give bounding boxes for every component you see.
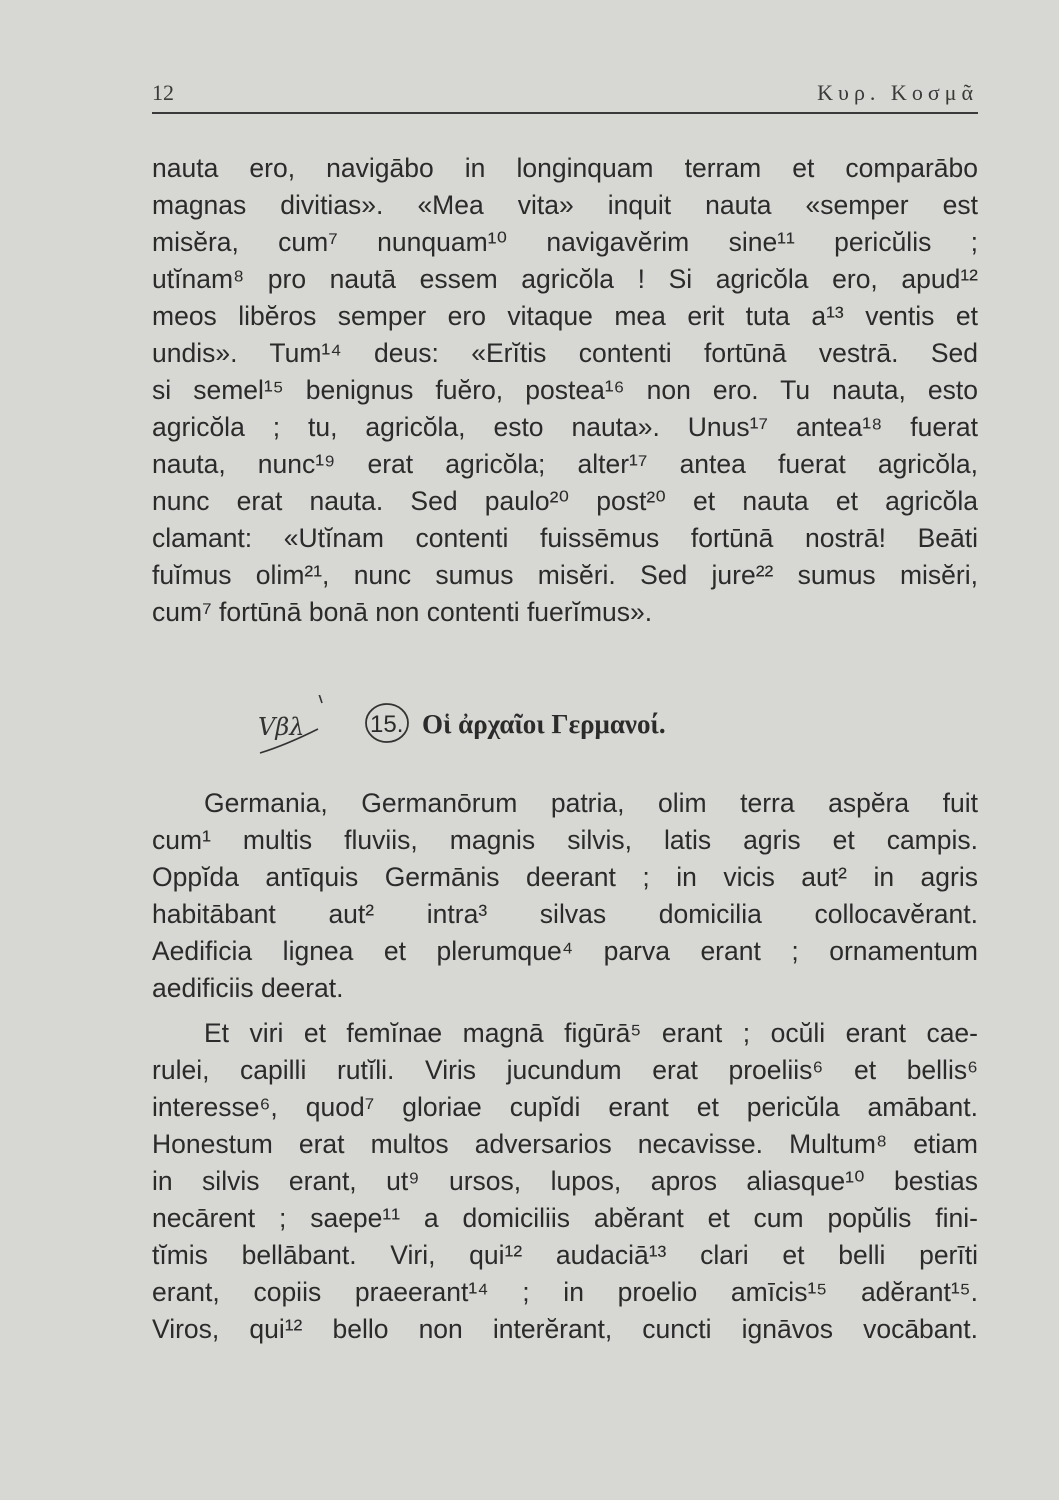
lesson-heading	[256, 695, 856, 755]
text-line: interesse⁶, quod⁷ gloriae cupĭdi erant et pericŭla amābant.	[152, 1092, 978, 1122]
text-line: fuĭmus olim²¹, nunc sumus misĕri. Sed jure²² sumus misĕri,	[152, 560, 978, 590]
page-header	[152, 80, 978, 108]
passage-2	[152, 785, 978, 1007]
text-line: tĭmis bellābant. Viri, qui¹² audaciā¹³ clari et belli perīti	[152, 1240, 978, 1270]
text-line: Aedificia lignea et plerumque⁴ parva erant ; ornamentum	[152, 936, 978, 966]
text-line: nauta, nunc¹⁹ erat agricŏla; alter¹⁷ antea fuerat agricŏla,	[152, 449, 978, 479]
text-line: erant, copiis praeerant¹⁴ ; in proelio amīcis¹⁵ adĕrant¹⁵.	[152, 1277, 978, 1307]
lesson-title: Οἱ ἀρχαῖοι Γερμανοί.	[422, 709, 666, 739]
text-line: utĭnam⁸ pro nautā essem agricŏla ! Si agricŏla ero, apud¹²	[152, 264, 978, 294]
annotation-text: Vβλ	[258, 713, 305, 741]
text-line: Germania, Germanōrum patria, olim terra aspĕra fuit	[204, 788, 978, 818]
lesson-number: 15.	[370, 711, 404, 738]
page-number: 12	[152, 80, 174, 105]
text-line: meos libĕros semper ero vitaque mea erit tuta a¹³ ventis et	[152, 301, 978, 331]
text-line: undis». Tum¹⁴ deus: «Erĭtis contenti fortūnā vestrā. Sed	[152, 338, 978, 368]
text-line: Oppĭda antīquis Germānis deerant ; in vicis aut² in agris	[152, 862, 978, 892]
text-line: cum⁷ fortūnā bonā non contenti fuerĭmus».	[152, 597, 653, 627]
text-line: Honestum erat multos adversarios necavisse. Multum⁸ etiam	[152, 1129, 978, 1159]
header-rule	[152, 112, 978, 114]
passage-1	[152, 150, 978, 631]
text-line: Et viri et femĭnae magnā figūrā⁵ erant ; ocŭli erant cae-	[204, 1018, 978, 1048]
text-line: in silvis erant, ut⁹ ursos, lupos, apros aliasque¹⁰ bestias	[152, 1166, 978, 1196]
text-line: rulei, capilli rutĭli. Viris jucundum erat proeliis⁶ et bellis⁶	[152, 1055, 978, 1085]
text-line: nauta ero, navigābo in longinquam terram et comparābo	[152, 153, 978, 183]
text-line: necārent ; saepe¹¹ a domiciliis abĕrant et cum popŭlis fini-	[152, 1203, 978, 1233]
text-line: nunc erat nauta. Sed paulo²⁰ post²⁰ et nauta et agricŏla	[152, 486, 978, 516]
text-line: agricŏla ; tu, agricŏla, esto nauta». Unus¹⁷ antea¹⁸ fuerat	[152, 412, 978, 442]
running-head: Κυρ. Κοσμᾶ	[817, 80, 978, 105]
text-line: misĕra, cum⁷ nunquam¹⁰ navigavĕrim sine¹¹ pericŭlis ;	[152, 227, 978, 257]
text-line: si semel¹⁵ benignus fuĕro, postea¹⁶ non ero. Tu nauta, esto	[152, 375, 978, 405]
text-line: Viros, qui¹² bello non interĕrant, cuncti ignāvos vocābant.	[152, 1314, 978, 1344]
handwritten-annotation-icon	[256, 695, 376, 755]
passage-3	[152, 1015, 978, 1348]
text-line: cum¹ multis fluviis, magnis silvis, latis agris et campis.	[152, 825, 978, 855]
text-line: habitābant aut² intra³ silvas domicilia collocavĕrant.	[152, 899, 978, 929]
text-line: magnas divitias». «Mea vita» inquit nauta «semper est	[152, 190, 978, 220]
text-line: aedificiis deerat.	[152, 973, 344, 1003]
text-line: clamant: «Utĭnam contenti fuissēmus fortūnā nostrā! Beāti	[152, 523, 978, 553]
